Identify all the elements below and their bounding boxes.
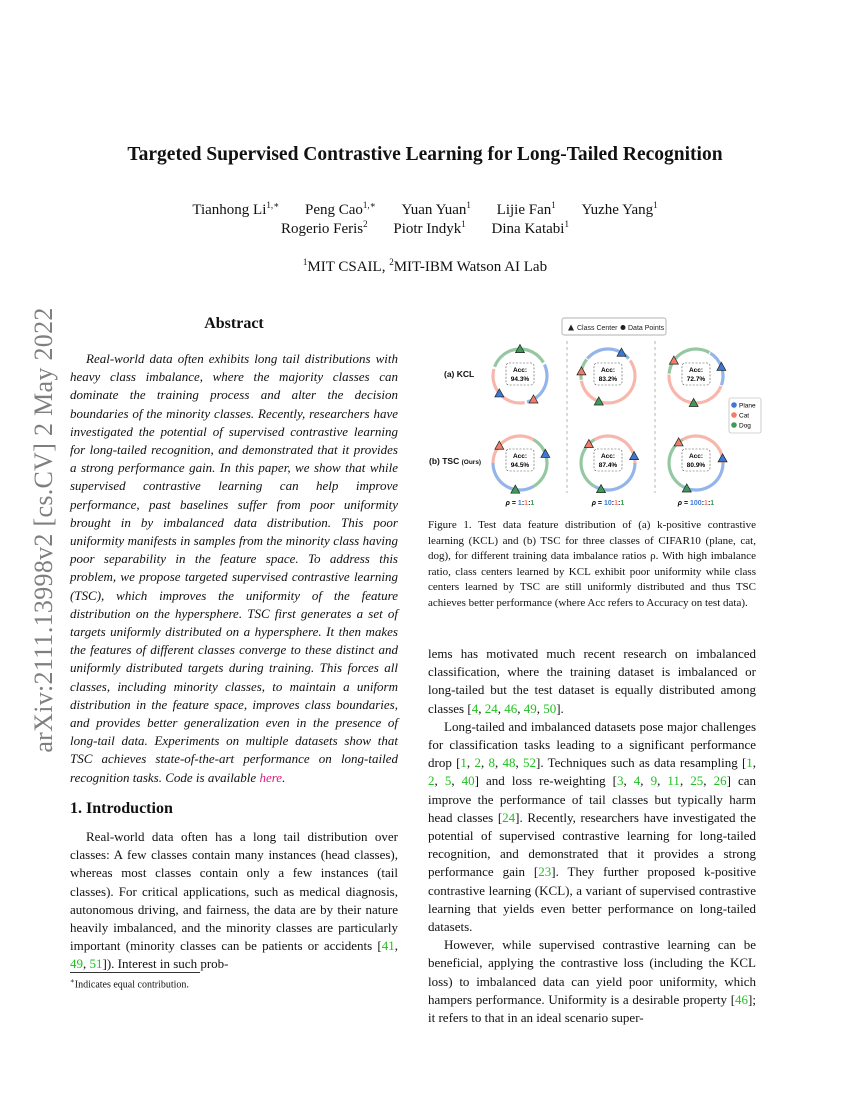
footnote: ∗Indicates equal contribution. (70, 977, 189, 991)
citation[interactable]: 25 (690, 773, 704, 789)
citation[interactable]: 49 (523, 700, 537, 716)
paragraph: Long-tailed and imbalanced datasets pose major challenges for classification tasks leading to a significant performance drop [1, 2, 8, 48, 52]. Techniques such as data resampling [1, 2, 5, 40] and loss re-weighting [3, 4, 9, 11, 25, 26] can improve the performance of tail classes but typically harm head classes [24]. Recently, researchers have investigated the potential of supervised contrastive learning for long-tailed recognition, and demonstrated that it provides a strong performance gain [23]. They further proposed k-positive contrastive learning (KCL), a variant of supervised contrastive learning that yields even better performance on long-tailed datasets. (428, 718, 757, 935)
svg-text:Acc:: Acc: (688, 453, 704, 460)
svg-text:94.5%: 94.5% (510, 462, 530, 469)
svg-text:Cat: Cat (739, 412, 750, 420)
svg-text:94.3%: 94.3% (510, 376, 530, 383)
svg-text:Acc:: Acc: (512, 367, 528, 374)
svg-text:Acc:: Acc: (600, 367, 616, 374)
affiliations: $^1$MIT CSAIL, $^2$MIT-IBM Watson AI Lab (302, 257, 548, 275)
citation[interactable]: 5 (444, 773, 452, 789)
author-list-row-1 (0, 200, 850, 219)
svg-text:80.9%: 80.9% (686, 462, 706, 469)
intro-paragraph: Real-world data often has a long tail distribution over classes: A few classes contain many instances (head classes), whereas most classes contain only a few instances (tail classes). For critical applications, such as medical diagnosis, autonomous driving, and fairness, the data are by their nature heavily imbalanced, and the minority classes are particularly important (minority classes can be patients or accidents [41, 49, 51]). Interest in such prob- (70, 829, 398, 972)
svg-text:83.2%: 83.2% (598, 376, 618, 383)
citation[interactable]: 26 (713, 773, 727, 789)
citation[interactable]: 49 (70, 956, 83, 972)
class-legend (729, 398, 761, 433)
author: Dina Katabi$^1$ (491, 219, 569, 237)
citation[interactable]: 1 (746, 755, 753, 771)
citation[interactable]: 48 (502, 755, 516, 771)
svg-text:72.7%: 72.7% (686, 376, 706, 383)
legend-dot-cat (731, 412, 737, 418)
citation[interactable]: 40 (461, 773, 475, 789)
class-center-plane (718, 454, 727, 462)
citation[interactable]: 4 (633, 773, 641, 789)
legend-dot-dog (731, 422, 737, 428)
svg-text:Plane: Plane (739, 402, 756, 410)
citation[interactable]: 8 (488, 755, 495, 771)
citation[interactable]: 46 (504, 700, 518, 716)
row-label-kcl: (a) KCL (444, 369, 475, 379)
ratio-label-2: ρ = 10:1:1 (591, 500, 625, 507)
svg-text:Acc:: Acc: (600, 453, 616, 460)
code-link[interactable]: here (259, 769, 283, 785)
figure-1-caption: Figure 1. Test data feature distribution of (a) k-positive contrastive learning (KCL) and (b) TSC for three classes of CIFAR10 (plane, cat, dog), for different training data imbalance ratios ρ. With high imbalance ratio, class centers learned by KCL exhibit poor uniformity while class centers learned by TSC are still uniformly distributed and thus TSC achieves better performance (where Acc refers to Accuracy on test data). (428, 519, 756, 609)
dot-icon (621, 325, 626, 330)
feature-arc-dog (669, 440, 682, 487)
citation[interactable]: 2 (428, 773, 435, 789)
citation[interactable]: 51 (89, 956, 103, 972)
figure-1 (425, 313, 765, 513)
acc-box-tsc-1 (506, 449, 534, 471)
acc-box-kcl-1 (506, 363, 534, 385)
citation[interactable]: 23 (538, 864, 552, 880)
citation[interactable]: 24 (502, 809, 516, 825)
author: Peng Cao$^{1,∗}$ (305, 200, 376, 218)
svg-text:Acc:: Acc: (688, 367, 704, 374)
svg-text:Acc:: Acc: (512, 453, 528, 460)
author: Lijie Fan$^1$ (496, 200, 556, 218)
svg-text:87.4%: 87.4% (598, 462, 618, 469)
section-heading-introduction: 1. Introduction (70, 800, 173, 817)
citation[interactable]: 52 (522, 755, 536, 771)
paragraph: However, while supervised contrastive learning can be beneficial, applying the contrastive loss (including the KCL loss) to imbalanced data can yield poor uniformity, which hampers performance. Uniformity is a desirable property [46]; it refers to that in an ideal scenario super- (428, 937, 756, 1026)
arxiv-identifier: arXiv:2111.13998v2 [cs.CV] 2 May 2022 (29, 307, 58, 753)
right-column-body (428, 645, 756, 1027)
citation[interactable]: 11 (667, 773, 680, 789)
citation[interactable]: 9 (650, 773, 658, 789)
paper-title: Targeted Supervised Contrastive Learning for Long-Tailed Recognition (127, 144, 723, 165)
svg-text:Class Center: Class Center (577, 325, 618, 332)
ratio-label-3: ρ = 100:1:1 (677, 500, 715, 507)
acc-box-kcl-2 (594, 363, 622, 385)
ratio-label-1: ρ = 1:1:1 (505, 500, 535, 507)
citation[interactable]: 50 (543, 700, 557, 716)
author: Tianhong $Li^{1,∗}$ (192, 200, 280, 218)
class-center-cat (577, 367, 586, 375)
citation[interactable]: 3 (616, 773, 624, 789)
abstract-heading: Abstract (204, 315, 264, 332)
footnote-rule (70, 972, 200, 973)
abstract-body: Real-world data often exhibits long tail distributions with heavy class imbalance, where the majority classes can dominate the training process and alter the decision boundaries of the minority classes. Recently, researchers have investigated the potential of supervised contrastive learning for long-tailed recognition, and demonstrated that it provides a strong performance gain. In this paper, we show that while supervised contrastive learning can help improve performance, past baselines suffer from poor uniformity brought in by imbalanced data distribution. This poor uniformity manifests in samples from the minority class having poor separability in the feature space. To address this problem, we propose targeted supervised contrastive learning (TSC), which improves the uniformity of the feature distribution on the hypersphere. TSC first generates a set of targets uniformly distributed on a hypersphere. It then makes the features of different classes converge to these distinct and uniformly distributed targets during training. This forces all classes, including minority classes, to maintain a uniform distribution in the feature space, improves class boundaries, and provides better generalization even in the presence of long-tail data. Experiments on multiple datasets show that TSC achieves state-of-the-art performance on long-tailed recognition tasks. Code is available here. (70, 351, 398, 785)
acc-box-tsc-2 (594, 449, 622, 471)
author: Rogerio Feris$^2$ (281, 219, 368, 237)
author-list-row-2 (0, 219, 850, 238)
acc-box-kcl-3 (682, 363, 710, 385)
author: Yuzhe Yang$^1$ (581, 200, 658, 218)
citation[interactable]: 46 (735, 991, 749, 1007)
author: Yuan Yuan$^1$ (401, 200, 471, 218)
citation[interactable]: 24 (484, 700, 498, 716)
feature-arc-dog (534, 440, 547, 487)
citation[interactable]: 2 (474, 755, 481, 771)
figure-top-legend (562, 318, 666, 335)
citation[interactable]: 41 (381, 938, 395, 954)
svg-text:Dog: Dog (739, 422, 751, 430)
paragraph: lems has motivated much recent research on imbalanced classification, where the training dataset is imbalanced or long-tailed but the test dataset is equally distributed among classes [4, 24, 46, 49, 50]. (428, 646, 756, 716)
citation[interactable]: 1 (460, 755, 467, 771)
citation[interactable]: 4 (471, 700, 479, 716)
author: Piotr Indyk$^1$ (393, 219, 466, 237)
legend-dot-plane (731, 402, 737, 408)
row-label-tsc: (b) TSC (Ours) (429, 456, 482, 466)
class-center-plane (630, 452, 639, 460)
svg-text:Data Points: Data Points (628, 325, 665, 332)
acc-box-tsc-3 (682, 449, 710, 471)
